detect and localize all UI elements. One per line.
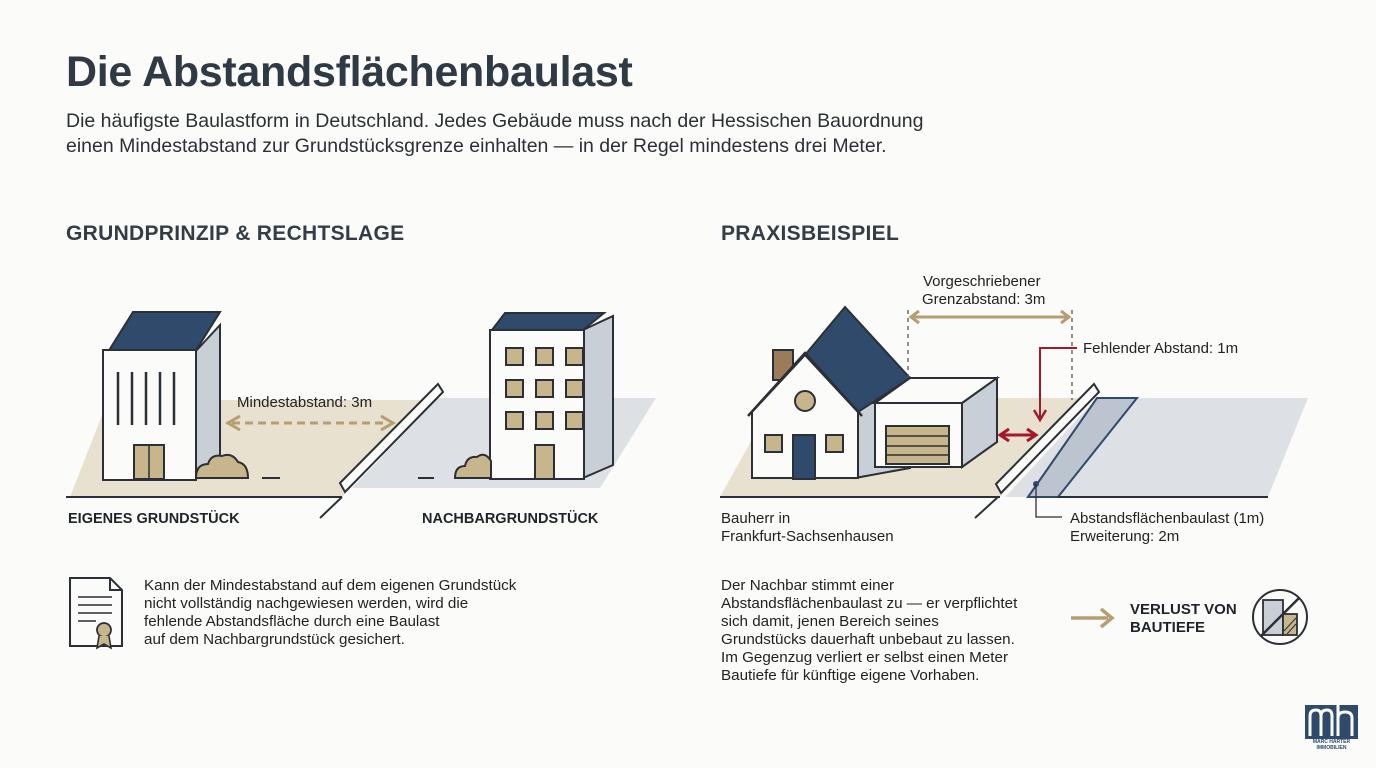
- logo-text: [1305, 739, 1358, 751]
- right-text-line-4: Grundstücks dauerhaft unbebaut zu lassen.: [721, 631, 1015, 648]
- left-scene: [66, 312, 656, 518]
- loss-line-2: BAUTIEFE: [1130, 619, 1205, 636]
- required-distance-line-1: Vorgeschriebener: [923, 273, 1041, 290]
- no-building-icon: [1253, 590, 1307, 644]
- missing-distance-label: Fehlender Abstand: 1m: [1083, 340, 1239, 357]
- right-text-line-5: Im Gegenzug verliert er selbst einen Meter: [721, 649, 1009, 666]
- page-title: Die Abstandsflächenbaulast: [66, 48, 633, 96]
- company-logo-mark: [1305, 704, 1358, 739]
- garage: [875, 378, 997, 467]
- logo-line-1: MARC HARTER: [1312, 739, 1351, 745]
- loss-arrow: [1071, 609, 1112, 627]
- subtitle-line-2: einen Mindestabstand zur Grundstücksgrenze einhalten — in der Regel mindestens drei Meter.: [66, 135, 887, 157]
- builder-line-2: Frankfurt-Sachsenhausen: [721, 528, 894, 545]
- subtitle-line-1: Die häufigste Baulastform in Deutschland. Jedes Gebäude muss nach der Hessischen Bauordnung: [66, 110, 924, 132]
- left-text-line-2: nicht vollständig nachgewiesen werden, wird die: [144, 595, 469, 612]
- neighbor-plot-label: NACHBARGRUNDSTÜCK: [422, 511, 599, 527]
- mindestabstand-label: Mindestabstand: 3m: [237, 394, 373, 411]
- baulast-line-1: Abstandsflächenbaulast (1m): [1070, 510, 1265, 527]
- logo-line-2: IMMOBILIEN: [1316, 745, 1347, 751]
- own-plot-label: EIGENES GRUNDSTÜCK: [68, 511, 240, 527]
- right-text-line-2: Abstandsflächenbaulast zu — er verpflichtet: [721, 595, 1018, 612]
- certificate-document-icon: [70, 578, 122, 648]
- right-text-line-1: Der Nachbar stimmt einer: [721, 577, 895, 594]
- baulast-line-2: Erweiterung: 2m: [1070, 528, 1180, 545]
- right-scene: [720, 307, 1308, 518]
- left-section-heading: GRUNDPRINZIP & RECHTSLAGE: [66, 222, 405, 245]
- left-text-line-4: auf dem Nachbargrundstück gesichert.: [144, 631, 405, 648]
- right-text-line-6: Bautiefe für künftige eigene Vorhaben.: [721, 667, 980, 684]
- left-text-line-3: fehlende Abstandsfläche durch eine Baulast: [144, 613, 440, 630]
- required-distance-line-2: Grenzabstand: 3m: [922, 291, 1046, 308]
- loss-line-1: VERLUST VON: [1130, 601, 1237, 618]
- builder-line-1: Bauherr in: [721, 510, 791, 527]
- right-section-heading: PRAXISBEISPIEL: [721, 222, 900, 245]
- left-text-line-1: Kann der Mindestabstand auf dem eigenen Grundstück: [144, 577, 517, 594]
- right-text-line-3: sich damit, jenen Bereich seines: [721, 613, 939, 630]
